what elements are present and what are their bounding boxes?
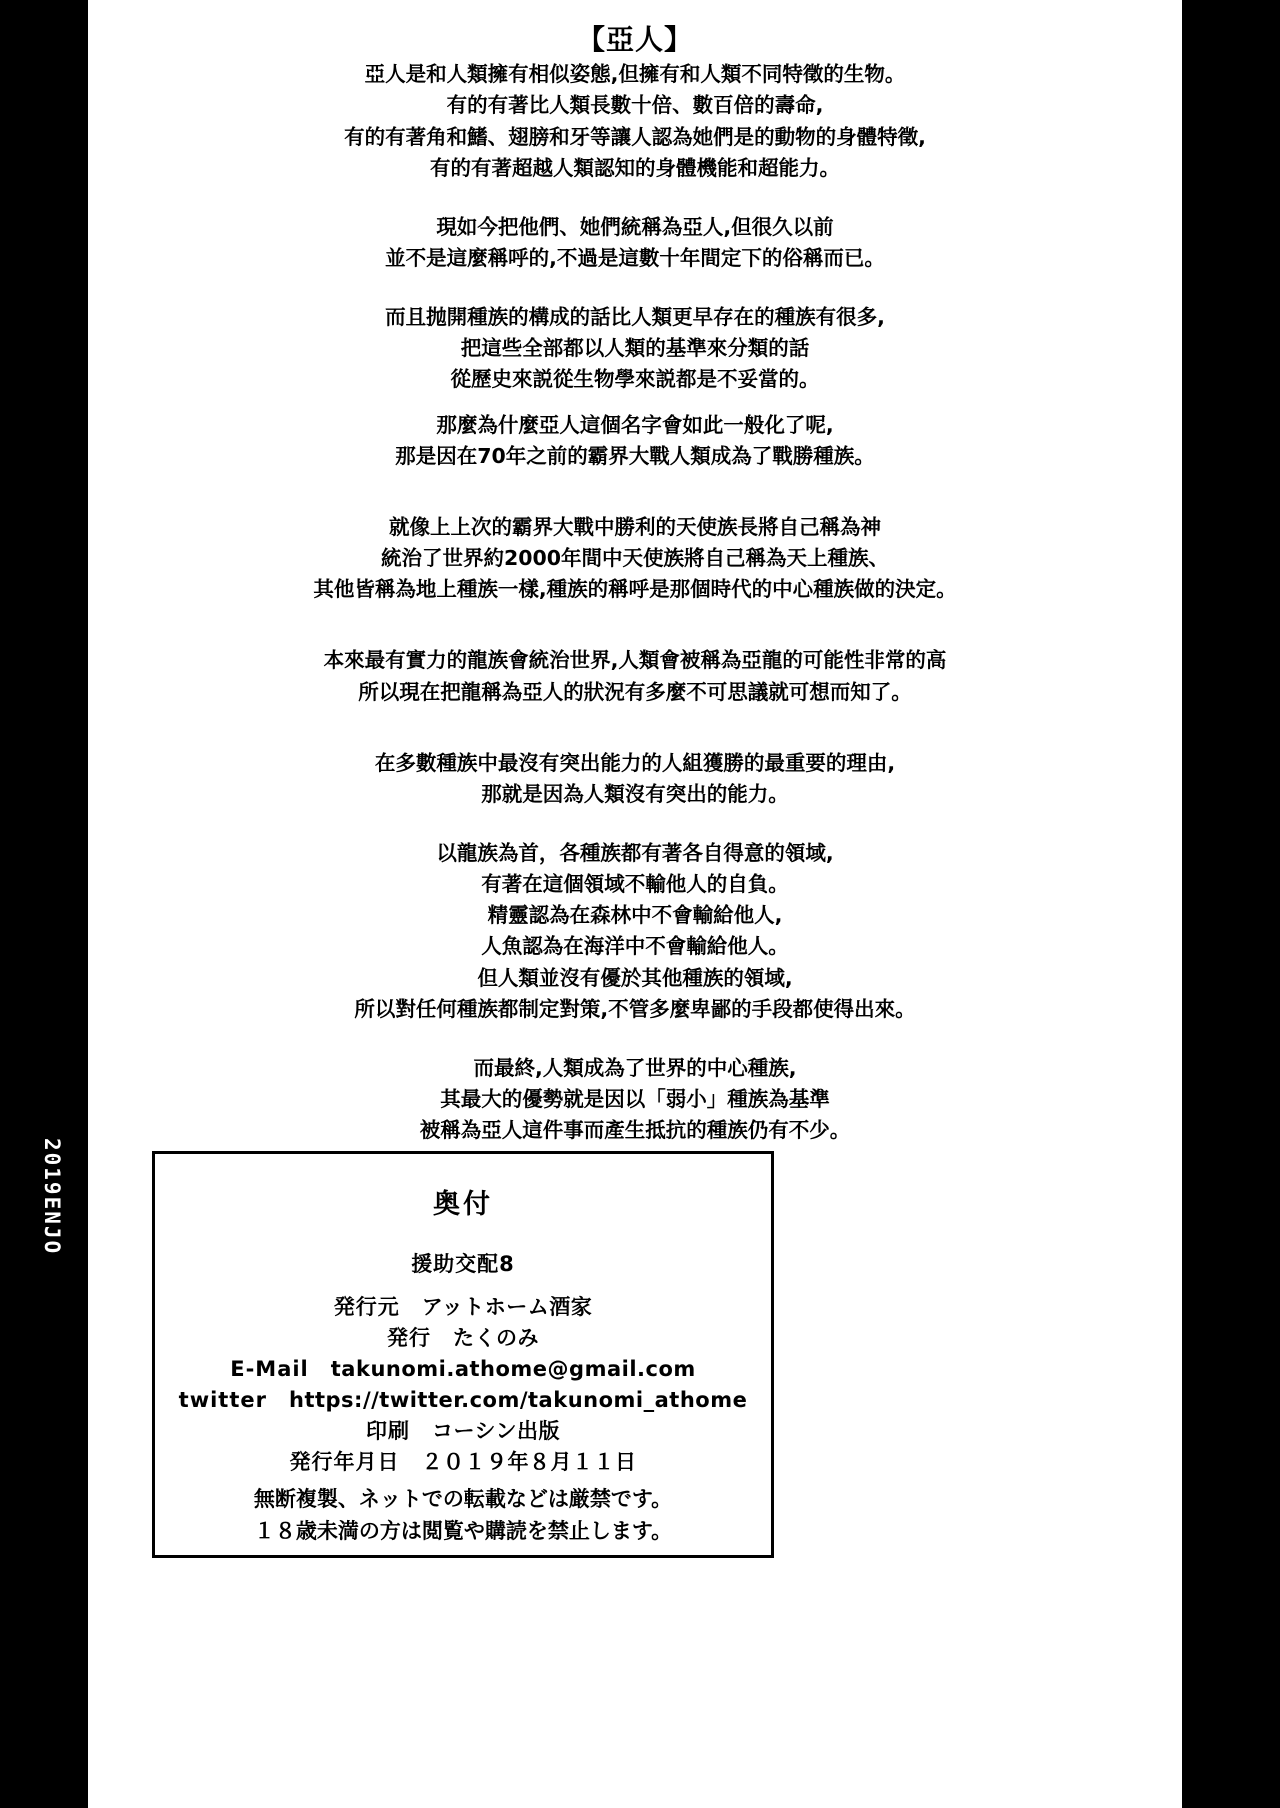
colophon-row-value: ２０１９年８月１１日 bbox=[421, 1450, 637, 1475]
colophon-row bbox=[155, 1354, 771, 1385]
colophon-row bbox=[155, 1447, 771, 1478]
paragraph-line: 有著在這個領域不輸他人的自負。 bbox=[481, 872, 789, 897]
paragraph-line: 被稱為亞人這件事而產生抵抗的種族仍有不少。 bbox=[419, 1118, 851, 1143]
paragraph-line: 那就是因為人類沒有突出的能力。 bbox=[481, 781, 789, 806]
colophon-row-value: コーシン出版 bbox=[431, 1419, 561, 1444]
colophon-row bbox=[155, 1416, 771, 1447]
colophon-title: 奥付 bbox=[433, 1189, 493, 1220]
paragraph-line: 有的有著超越人類認知的身體機能和超能力。 bbox=[430, 155, 840, 180]
paragraph-spacer bbox=[88, 274, 1182, 302]
colophon-row-value: アットホーム酒家 bbox=[421, 1295, 593, 1319]
colophon-row-value: たくのみ bbox=[453, 1326, 539, 1351]
colophon-row bbox=[155, 1323, 771, 1354]
paragraph-spacer bbox=[88, 1025, 1182, 1053]
paragraph-conclusion bbox=[88, 1053, 1182, 1146]
paragraph-line: 以龍族為首，各種族都有著各自得意的領域, bbox=[436, 841, 834, 865]
paragraph-angel-era bbox=[88, 512, 1182, 605]
paragraph-line: 其他皆稱為地上種族一樣,種族的稱呼是那個時代的中心種族做的決定。 bbox=[313, 577, 957, 602]
paragraph-each-race-domain bbox=[88, 838, 1182, 1025]
paragraph-line: 把這些全部都以人類的基準來分類的話 bbox=[460, 336, 810, 361]
colophon-row-label: 発行年月日 bbox=[289, 1450, 400, 1475]
colophon-notes bbox=[155, 1484, 771, 1547]
paragraph-line: 本來最有實力的龍族會統治世界,人類會被稱為亞龍的可能性非常的高 bbox=[323, 648, 947, 673]
paragraph-spacer bbox=[88, 396, 1182, 410]
paragraph-spacer bbox=[88, 605, 1182, 645]
paragraph-line: 而最終,人類成為了世界的中心種族, bbox=[473, 1055, 797, 1080]
colophon-row bbox=[155, 1385, 771, 1416]
paragraph-line: 就像上上次的霸界大戰中勝利的天使族長將自己稱為神 bbox=[389, 514, 881, 539]
paragraph-naming bbox=[88, 212, 1182, 274]
paragraph-line: 那是因在70年之前的霸界大戰人類成為了戰勝種族。 bbox=[395, 443, 875, 468]
colophon-rows bbox=[155, 1292, 771, 1478]
colophon-row-label: 発行元 bbox=[333, 1295, 400, 1319]
paragraph-line: 從歷史來説從生物學來説都是不妥當的。 bbox=[450, 367, 820, 392]
colophon-row-label: 発行 bbox=[387, 1326, 431, 1351]
page-title: 【亞人】 bbox=[576, 23, 693, 56]
colophon-box bbox=[152, 1151, 774, 1558]
paragraph-spacer bbox=[88, 708, 1182, 748]
colophon-note: 無断複製、ネットでの転載などは厳禁です。 bbox=[253, 1487, 673, 1512]
paragraph-line: 現如今把他們、她們統稱為亞人,但很久以前 bbox=[436, 214, 834, 239]
colophon-row-value[interactable]: takunomi.athome@gmail.com bbox=[330, 1357, 696, 1382]
colophon-note: １８歳未満の方は閲覧や購読を禁止します。 bbox=[253, 1518, 673, 1543]
paragraph-spacer bbox=[88, 810, 1182, 838]
colophon-row-label: twitter bbox=[178, 1388, 267, 1413]
colophon-row bbox=[155, 1292, 771, 1323]
paragraph-line: 精靈認為在森林中不會輸給他人, bbox=[487, 903, 783, 928]
paragraph-why-generalized bbox=[88, 410, 1182, 472]
colophon-work-title: 援助交配8 bbox=[411, 1252, 515, 1276]
side-margin-label: 2019ENJO bbox=[40, 1138, 64, 1256]
paragraph-spacer bbox=[88, 184, 1182, 212]
paragraph-definition bbox=[88, 59, 1182, 184]
paragraph-dragons bbox=[88, 645, 1182, 707]
paragraph-line: 有的有著比人類長數十倍、數百倍的壽命, bbox=[446, 93, 824, 118]
colophon-row-value[interactable]: https://twitter.com/takunomi_athome bbox=[289, 1388, 748, 1413]
paragraph-line: 統治了世界約2000年間中天使族將自己稱為天上種族、 bbox=[380, 546, 890, 571]
paragraph-line: 亞人是和人類擁有相似姿態,但擁有和人類不同特徵的生物。 bbox=[364, 62, 906, 87]
paragraph-line: 其最大的優勢就是因以「弱小」種族為基準 bbox=[440, 1087, 830, 1112]
colophon-row-label: 印刷 bbox=[365, 1419, 410, 1444]
paragraph-line: 所以現在把龍稱為亞人的狀況有多麼不可思議就可想而知了。 bbox=[358, 679, 912, 704]
paragraph-classification bbox=[88, 302, 1182, 395]
colophon-row-label: E-Mail bbox=[230, 1357, 309, 1382]
paragraph-line: 人魚認為在海洋中不會輸給他人。 bbox=[481, 934, 789, 959]
paragraph-line: 並不是這麼稱呼的,不過是這數十年間定下的俗稱而已。 bbox=[385, 245, 885, 270]
paragraph-line: 但人類並沒有優於其他種族的領域, bbox=[477, 965, 793, 990]
paragraph-line: 在多數種族中最沒有突出能力的人組獲勝的最重要的理由, bbox=[374, 750, 896, 775]
paragraph-spacer bbox=[88, 472, 1182, 512]
paragraph-line: 而且抛開種族的構成的話比人類更早存在的種族有很多, bbox=[385, 305, 885, 330]
paragraph-line: 有的有著角和鰭、翅膀和牙等讓人認為她們是的動物的身體特徵, bbox=[344, 124, 926, 149]
paragraph-line: 那麼為什麼亞人這個名字會如此一般化了呢, bbox=[436, 412, 834, 437]
paragraph-list bbox=[88, 59, 1182, 1160]
paragraph-line: 所以對任何種族都制定對策,不管多麼卑鄙的手段都使得出來。 bbox=[354, 996, 916, 1021]
paragraph-no-outstanding-ability bbox=[88, 748, 1182, 810]
